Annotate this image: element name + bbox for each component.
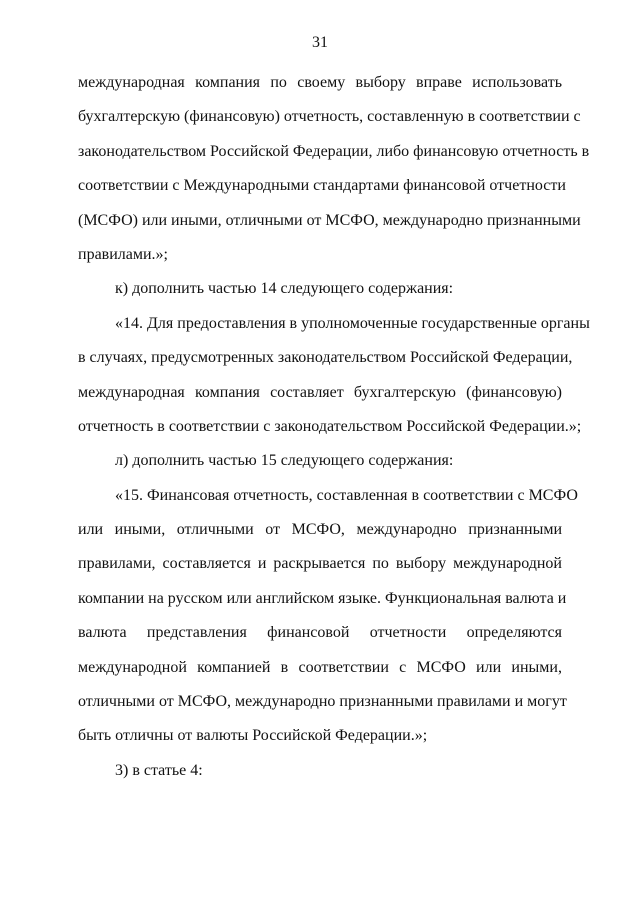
text-line: (МСФО) или иными, отличными от МСФО, международно признанными xyxy=(78,211,581,229)
page-number: 31 xyxy=(312,34,328,51)
text-line: законодательством Российской Федерации, либо финансовую отчетность в xyxy=(78,142,590,160)
document-body xyxy=(78,66,590,788)
text-line: международная компания по своему выбору вправе использовать xyxy=(78,74,562,91)
text-line: компании на русском или английском языке. Функциональная валюта и xyxy=(78,589,567,607)
text-line: «15. Финансовая отчетность, составленная в соответствии с МСФО xyxy=(115,486,578,504)
text-line: валюта представления финансовой отчетности определяются xyxy=(78,624,562,642)
text-line: соответствии с Международными стандартами финансовой отчетности xyxy=(78,177,566,195)
text-line: правилами, составляется и раскрывается по выбору международной xyxy=(78,555,562,573)
text-line: в случаях, предусмотренных законодательством Российской Федерации, xyxy=(78,349,573,367)
text-line: л) дополнить частью 15 следующего содержания: xyxy=(115,452,454,470)
text-line: отличными от МСФО, международно признанными правилами и могут xyxy=(78,693,567,711)
text-line: или иными, отличными от МСФО, международно признанными xyxy=(78,521,562,539)
text-line: отчетность в соответствии с законодательством Российской Федерации.»; xyxy=(78,417,582,435)
text-line: «14. Для предоставления в уполномоченные государственные органы xyxy=(115,314,590,332)
text-line: бухгалтерскую (финансовую) отчетность, составленную в соответствии с xyxy=(78,108,581,126)
text-line: международная компания составляет бухгалтерскую (финансовую) xyxy=(78,383,562,401)
text-line: к) дополнить частью 14 следующего содержания: xyxy=(115,280,454,298)
text-line: международной компанией в соответствии с МСФО или иными, xyxy=(78,658,562,676)
text-line: 3) в статье 4: xyxy=(115,761,203,779)
text-line: быть отличны от валюты Российской Федерации.»; xyxy=(78,727,428,745)
text-line: правилами.»; xyxy=(78,245,168,263)
